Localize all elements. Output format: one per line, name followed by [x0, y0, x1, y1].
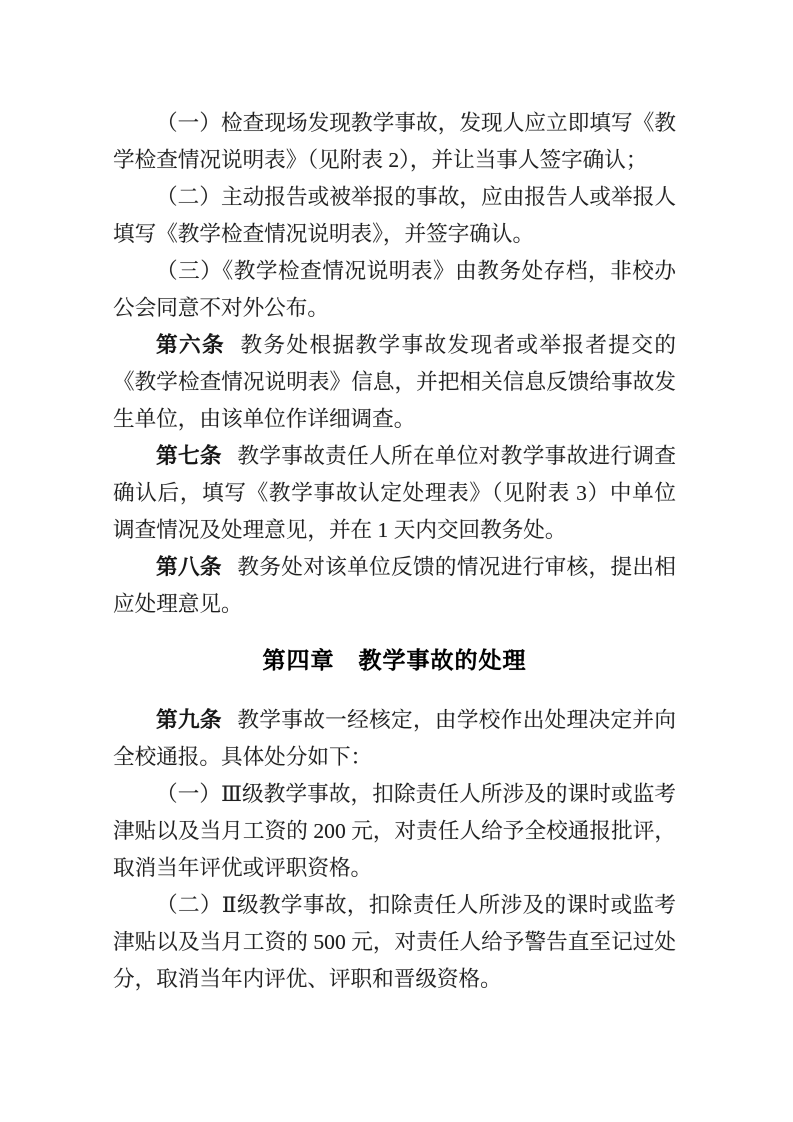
- article-text: 教务处根据教学事故发现者或举报者提交的《教学检查情况说明表》信息，并把相关信息反馈给事故发生单位，由该单位作详细调查。: [113, 333, 676, 431]
- document-body: [113, 105, 676, 998]
- item-paragraph: （一）检查现场发现教学事故，发现人应立即填写《教学检查情况说明表》（见附表 2），并让当事人签字确认；: [113, 111, 676, 172]
- item-paragraph: （二）Ⅱ级教学事故，扣除责任人所涉及的课时或监考津贴以及当月工资的 500 元，对责任人给予警告直至记过处分，取消当年内评优、评职和晋级资格。: [113, 893, 676, 991]
- article-number: 第七条: [156, 444, 222, 468]
- article-paragraph: [113, 438, 676, 549]
- article-number: 第六条: [156, 333, 225, 357]
- article-paragraph: [113, 327, 676, 438]
- chapter-heading: 第四章 教学事故的处理: [262, 647, 527, 673]
- article-number: 第九条: [156, 708, 222, 732]
- item-paragraph: （三）《教学检查情况说明表》由教务处存档，非校办公会同意不对外公布。: [113, 259, 676, 320]
- article-number: 第八条: [156, 555, 222, 579]
- item-paragraph: （一）Ⅲ级教学事故，扣除责任人所涉及的课时或监考津贴以及当月工资的 200 元，对责任人给予全校通报批评，取消当年评优或评职资格。: [113, 782, 676, 880]
- article-paragraph: [113, 702, 676, 776]
- article-text: 教务处对该单位反馈的情况进行审核，提出相应处理意见。: [113, 555, 676, 616]
- article-paragraph: [113, 549, 676, 623]
- article-text: 教学事故责任人所在单位对教学事故进行调查确认后，填写《教学事故认定处理表》（见附表 3）中单位调查情况及处理意见，并在 1 天内交回教务处。: [113, 444, 676, 542]
- article-text: 教学事故一经核定，由学校作出处理决定并向全校通报。具体处分如下：: [113, 708, 676, 769]
- item-paragraph: （二）主动报告或被举报的事故，应由报告人或举报人填写《教学检查情况说明表》，并签字确认。: [113, 185, 676, 246]
